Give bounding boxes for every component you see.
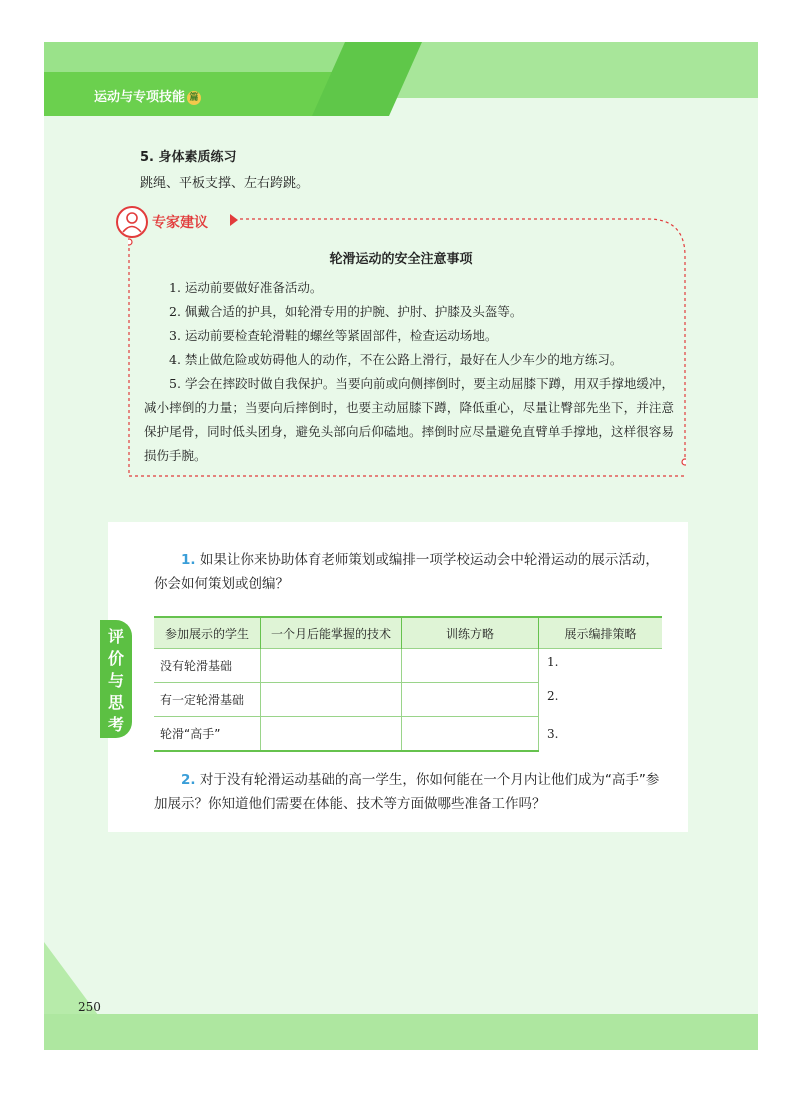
table-cell: [261, 649, 402, 683]
section-heading: 5. 身体素质练习: [140, 150, 237, 165]
advice-list: [144, 276, 674, 468]
header-band-right: [386, 42, 758, 98]
expert-label: 专家建议: [152, 215, 208, 231]
header-title-text: 运动与专项技能: [94, 90, 186, 105]
page-background: [44, 42, 758, 1050]
table-header: 参加展示的学生: [154, 617, 261, 649]
advice-item: 3. 运动前要检查轮滑鞋的螺丝等紧固部件，检查运动场地。: [169, 328, 498, 343]
table-cell: [261, 683, 402, 717]
question-1-number: 1.: [181, 552, 196, 568]
advice-title: 轮滑运动的安全注意事项: [329, 252, 473, 267]
header-title: [94, 86, 201, 105]
row-label: 有一定轮滑基础: [154, 683, 261, 717]
evaluation-tab-label: 评价与思考: [107, 627, 124, 734]
row-label: 没有轮滑基础: [154, 649, 261, 683]
header-badge: 篇: [187, 91, 201, 105]
table-header: 一个月后能掌握的技术: [261, 617, 402, 649]
advice-item: 4. 禁止做危险或妨碍他人的动作，不在公路上滑行，最好在人少车少的地方练习。: [169, 352, 623, 367]
question-2: [154, 768, 669, 816]
advice-item: 5. 学会在摔跤时做自我保护。当要向前或向侧摔倒时，要主动屈膝下蹲，用双手撑地缓冲，减小摔倒的力量；当要向后摔倒时，也要主动屈膝下蹲，降低重心，尽量让臀部先坐下，并注意保护尾骨，同时低头团身，避免头部向后仰磕地。摔倒时应尽量避免直臂单手撑地，这样很容易损伤手腕。: [144, 376, 674, 463]
strategy-item: 2.: [547, 689, 559, 703]
plan-table: [154, 616, 662, 752]
expert-avatar-icon: [116, 206, 148, 238]
table-row: [154, 649, 662, 683]
strategy-item: 3.: [547, 727, 559, 741]
table-cell: [402, 683, 539, 717]
row-label: 轮滑“高手”: [154, 717, 261, 752]
question-2-number: 2.: [181, 772, 196, 788]
bottom-band: [44, 1014, 758, 1050]
page-number: 250: [78, 1000, 101, 1014]
table-header: 展示编排策略: [539, 617, 663, 649]
advice-item: 1. 运动前要做好准备活动。: [169, 280, 323, 295]
table-cell: [402, 649, 539, 683]
strategy-cell: [539, 649, 663, 752]
question-1: [154, 548, 669, 596]
question-1-text: 如果让你来协助体育老师策划或编排一项学校运动会中轮滑运动的展示活动，你会如何策划或创编？: [154, 552, 659, 592]
question-2-text: 对于没有轮滑运动基础的高一学生，你如何能在一个月内让他们成为“高手”参加展示？你知道他们需要在体能、技术等方面做哪些准备工作吗？: [154, 772, 660, 812]
section-body: 跳绳、平板支撑、左右跨跳。: [140, 176, 310, 191]
strategy-item: 1.: [547, 655, 559, 669]
table-cell: [261, 717, 402, 752]
table-cell: [402, 717, 539, 752]
expert-arrow-icon: [230, 214, 238, 226]
table-header: 训练方略: [402, 617, 539, 649]
advice-item: 2. 佩戴合适的护具，如轮滑专用的护腕、护肘、护膝及头盔等。: [169, 304, 523, 319]
